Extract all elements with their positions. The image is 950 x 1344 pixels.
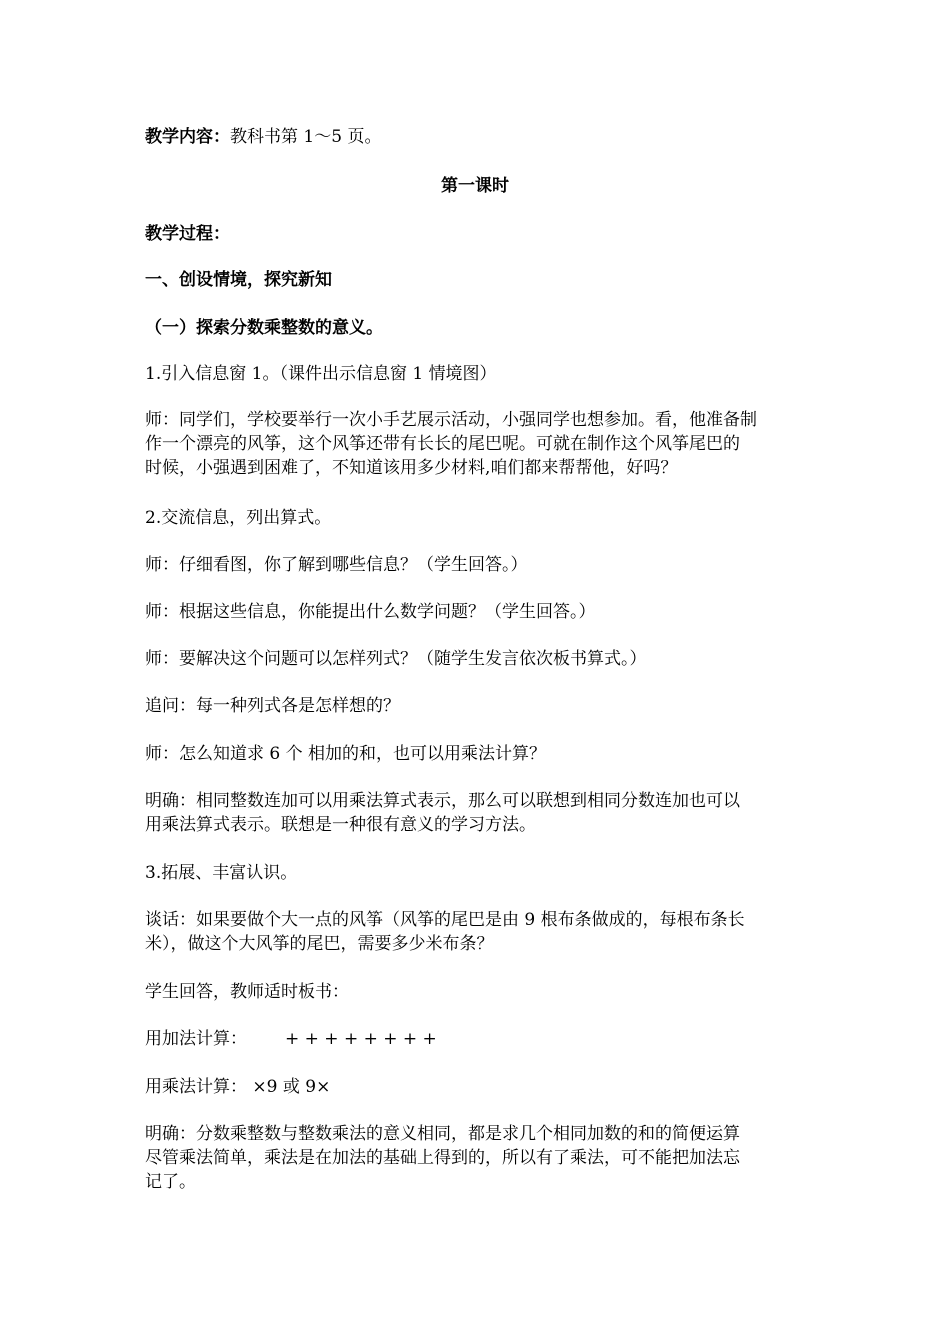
addition-line xyxy=(145,1027,810,1051)
clarify-1-line: 明确：相同整数连加可以用乘法算式表示，那么可以联想到相同分数连加也可以 xyxy=(145,791,740,811)
paragraph-1-line: 时候，小强遇到困难了，不知道该用多少材料,咱们都来帮帮他，好吗？ xyxy=(145,458,678,478)
clarify-1 xyxy=(145,789,810,837)
question-2: 师：根据这些信息，你能提出什么数学问题？（学生回答。） xyxy=(145,602,596,622)
multiplication-line: 用乘法计算： ×9 或 9× xyxy=(145,1077,331,1097)
question-3: 师：要解决这个问题可以怎样列式？（随学生发言依次板书算式。） xyxy=(145,649,647,669)
question-4: 追问：每一种列式各是怎样想的？ xyxy=(145,696,400,716)
item3-line: 3.拓展、丰富认识。 xyxy=(145,863,298,883)
clarify-1-line: 用乘法算式表示。联想是一种很有意义的学习方法。 xyxy=(145,815,536,835)
clarify-2-line: 明确：分数乘整数与整数乘法的意义相同，都是求几个相同加数的和的简便运算 xyxy=(145,1124,740,1144)
addition-expression: + + + + + + + + xyxy=(285,1029,437,1049)
addition-label: 用加法计算： xyxy=(145,1029,247,1049)
teaching-content-line xyxy=(145,125,810,149)
talk-line: 谈话：如果要做个大一点的风筝（风筝的尾巴是由 9 根布条做成的，每根布条长 xyxy=(145,910,745,930)
question-1: 师：仔细看图，你了解到哪些信息？（学生回答。） xyxy=(145,555,528,575)
talk-line: 米），做这个大风筝的尾巴，需要多少米布条？ xyxy=(145,934,494,954)
clarify-2 xyxy=(145,1122,810,1194)
paragraph-1-line: 师：同学们，学校要举行一次小手艺展示活动，小强同学也想参加。看，他准备制 xyxy=(145,410,757,430)
talk-paragraph xyxy=(145,908,810,956)
clarify-2-line: 尽管乘法简单，乘法是在加法的基础上得到的，所以有了乘法，可不能把加法忘 xyxy=(145,1148,740,1168)
section1-heading: 一、创设情境，探究新知 xyxy=(145,270,332,290)
teaching-content-label: 教学内容： xyxy=(145,127,230,147)
teaching-content-text: 教科书第 1～5 页。 xyxy=(230,127,382,147)
item2-line: 2.交流信息，列出算式。 xyxy=(145,508,332,528)
item1-line: 1.引入信息窗 1。（课件出示信息窗 1 情境图） xyxy=(145,364,497,384)
process-heading: 教学过程： xyxy=(145,224,230,244)
student-answer-line: 学生回答，教师适时板书： xyxy=(145,982,349,1002)
paragraph-1 xyxy=(145,408,810,480)
sub1-heading: （一）探索分数乘整数的意义。 xyxy=(145,318,383,338)
lesson-title: 第一课时 xyxy=(441,176,509,196)
question-5: 师：怎么知道求 6 个 相加的和，也可以用乘法计算？ xyxy=(145,744,547,764)
paragraph-1-line: 作一个漂亮的风筝，这个风筝还带有长长的尾巴呢。可就在制作这个风筝尾巴的 xyxy=(145,434,740,454)
clarify-2-line: 记了。 xyxy=(145,1172,196,1192)
